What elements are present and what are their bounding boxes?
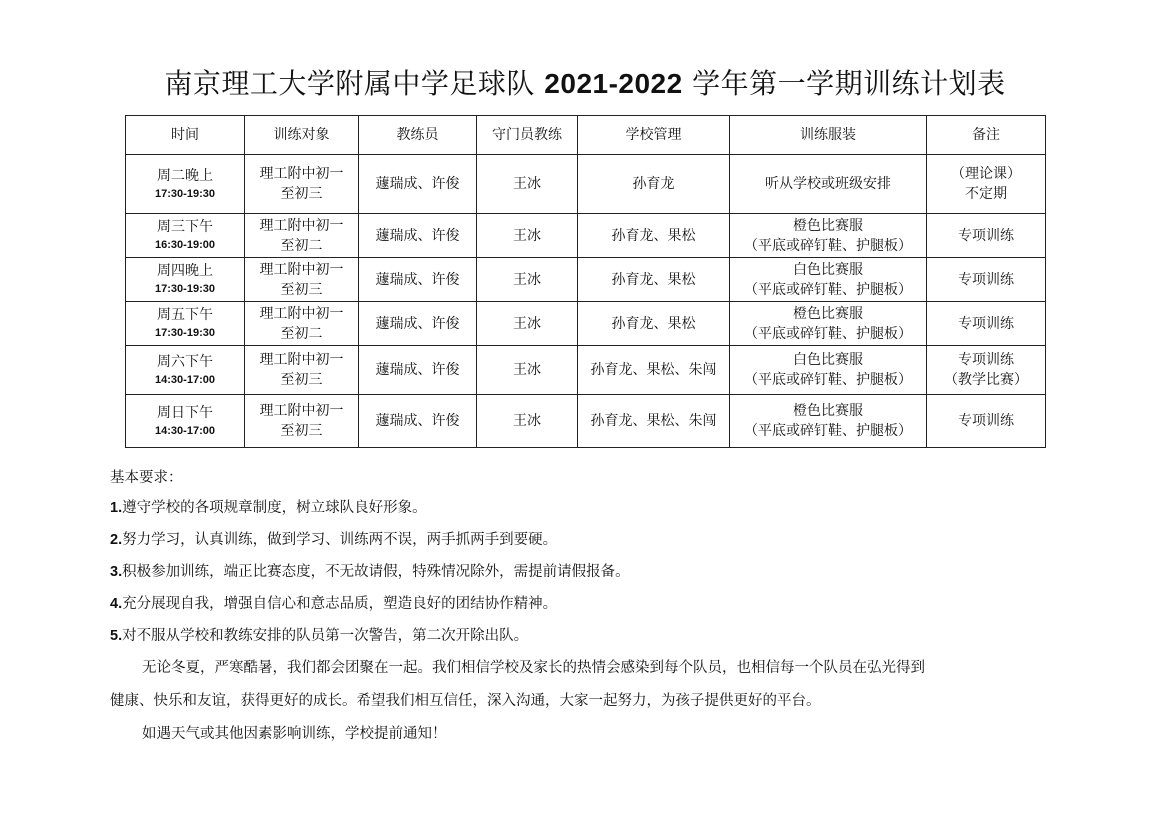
time-range: 16:30-19:00: [155, 239, 215, 251]
header-management: 学校管理: [578, 116, 730, 155]
cell-management: 孙育龙、果松: [578, 258, 730, 302]
target-line: 理工附中初一: [259, 403, 344, 419]
uniform-line: 听从学校或班级安排: [765, 176, 891, 192]
requirement-item: [110, 592, 1070, 624]
uniform-line: （平底或碎钉鞋、护腿板）: [744, 423, 912, 439]
cell-target: [245, 395, 359, 448]
cell-goalkeeper: 王冰: [477, 346, 578, 395]
requirement-number: 4.: [110, 596, 123, 612]
closing-paragraph-line1: 无论冬夏，严寒酷暑，我们都会团聚在一起。我们相信学校及家长的热情会感染到每个队员，也相信每一个队员在弘光得到: [142, 660, 925, 676]
table-row: [126, 302, 1046, 346]
cell-remark: [927, 346, 1046, 395]
cell-management: 孙育龙、果松: [578, 302, 730, 346]
uniform-line: （平底或碎钉鞋、护腿板）: [744, 237, 912, 254]
target-line: 至初三: [280, 423, 323, 439]
cell-coaches: 蘧瑞成、许俊: [359, 346, 477, 395]
day-label: 周四晚上: [157, 263, 213, 279]
weather-notice: 如遇天气或其他因素影响训练，学校提前通知！: [142, 726, 447, 742]
cell-time: [126, 346, 245, 395]
day-label: 周六下午: [157, 353, 213, 370]
cell-remark: [927, 155, 1046, 214]
remark-line: 专项训练: [958, 315, 1014, 332]
cell-time: [126, 395, 245, 448]
training-schedule-table: [125, 115, 1046, 448]
cell-coaches: 蘧瑞成、许俊: [359, 258, 477, 302]
target-line: 理工附中初一: [259, 352, 344, 368]
requirement-item: [110, 560, 1070, 592]
cell-target: [245, 258, 359, 302]
cell-time: [126, 302, 245, 346]
cell-management: 孙育龙、果松、朱闯: [578, 395, 730, 448]
target-line: 至初二: [280, 237, 323, 254]
target-line: 至初三: [280, 372, 323, 388]
target-line: 理工附中初一: [259, 217, 344, 234]
header-target: 训练对象: [245, 116, 359, 155]
target-line: 理工附中初一: [259, 305, 344, 322]
day-label: 周日下午: [157, 404, 213, 421]
requirement-number: 1.: [110, 500, 123, 516]
cell-uniform: [730, 395, 927, 448]
time-range: 17:30-19:30: [155, 327, 215, 339]
remark-line: （理论课）: [951, 166, 1021, 182]
cell-target: [245, 346, 359, 395]
cell-remark: [927, 214, 1046, 258]
cell-time: [126, 155, 245, 214]
header-uniform: 训练服装: [730, 116, 927, 155]
uniform-line: （平底或碎钉鞋、护腿板）: [744, 281, 912, 298]
cell-remark: [927, 302, 1046, 346]
cell-goalkeeper: 王冰: [477, 214, 578, 258]
requirement-number: 5.: [110, 628, 123, 644]
uniform-line: 橙色比赛服: [793, 217, 863, 234]
uniform-line: 白色比赛服: [793, 261, 863, 278]
cell-coaches: 蘧瑞成、许俊: [359, 302, 477, 346]
cell-uniform: [730, 214, 927, 258]
requirement-text: 努力学习，认真训练，做到学习、训练两不误，两手抓两手到要硬。: [122, 532, 558, 548]
remark-line: 专项训练: [958, 413, 1014, 429]
cell-management: 孙育龙、果松: [578, 214, 730, 258]
target-line: 至初三: [280, 186, 323, 202]
cell-target: [245, 155, 359, 214]
cell-coaches: 蘧瑞成、许俊: [359, 214, 477, 258]
requirement-number: 3.: [110, 564, 123, 580]
cell-time: [126, 214, 245, 258]
cell-time: [126, 258, 245, 302]
remark-line: 专项训练: [958, 352, 1014, 368]
table-header-row: [126, 116, 1046, 155]
cell-management: 孙育龙、果松、朱闯: [578, 346, 730, 395]
requirements-section: [110, 466, 1070, 754]
day-label: 周三下午: [157, 219, 213, 235]
cell-target: [245, 214, 359, 258]
uniform-line: 白色比赛服: [793, 352, 863, 368]
requirement-item: [110, 496, 1070, 528]
remark-line: 专项训练: [958, 271, 1014, 288]
cell-uniform: [730, 258, 927, 302]
requirement-text: 对不服从学校和教练安排的队员第一次警告，第二次开除出队。: [122, 628, 529, 644]
time-range: 17:30-19:30: [155, 187, 215, 200]
header-time: 时间: [126, 116, 245, 155]
time-range: 17:30-19:30: [155, 283, 215, 295]
requirement-text: 积极参加训练，端正比赛态度，不无故请假，特殊情况除外，需提前请假报备。: [122, 564, 630, 580]
table-row: [126, 395, 1046, 448]
uniform-line: （平底或碎钉鞋、护腿板）: [744, 372, 912, 388]
cell-goalkeeper: 王冰: [477, 302, 578, 346]
cell-goalkeeper: 王冰: [477, 395, 578, 448]
table-row: [126, 258, 1046, 302]
target-line: 理工附中初一: [259, 166, 344, 182]
table-row: [126, 155, 1046, 214]
requirement-item: [110, 624, 1070, 656]
remark-line: 专项训练: [958, 227, 1014, 244]
requirement-item: [110, 528, 1070, 560]
time-range: 14:30-17:00: [155, 373, 215, 386]
cell-uniform: [730, 346, 927, 395]
closing-paragraph-line2: 健康、快乐和友谊，获得更好的成长。希望我们相互信任，深入沟通，大家一起努力，为孩子提供更好的平台。: [110, 693, 821, 709]
uniform-line: （平底或碎钉鞋、护腿板）: [744, 325, 912, 342]
cell-remark: [927, 395, 1046, 448]
time-range: 14:30-17:00: [155, 424, 215, 437]
cell-remark: [927, 258, 1046, 302]
requirement-number: 2.: [110, 532, 123, 548]
header-remark: 备注: [927, 116, 1046, 155]
title-part2: 学年第一学期训练计划表: [692, 67, 1006, 100]
header-goalkeeper-coach: 守门员教练: [477, 116, 578, 155]
table-row: [126, 214, 1046, 258]
table-row: [126, 346, 1046, 395]
target-line: 至初三: [280, 281, 323, 298]
requirements-heading: 基本要求：: [110, 470, 183, 486]
cell-goalkeeper: 王冰: [477, 155, 578, 214]
cell-coaches: 蘧瑞成、许俊: [359, 155, 477, 214]
title-years: 2021-2022: [544, 68, 683, 99]
requirement-text: 遵守学校的各项规章制度，树立球队良好形象。: [122, 500, 427, 516]
cell-uniform: [730, 302, 927, 346]
remark-line: 不定期: [965, 186, 1007, 202]
target-line: 至初二: [280, 325, 323, 342]
header-coaches: 教练员: [359, 116, 477, 155]
cell-management: 孙育龙: [578, 155, 730, 214]
page-title: [0, 62, 1170, 102]
requirement-text: 充分展现自我，增强自信心和意志品质，塑造良好的团结协作精神。: [122, 596, 558, 612]
title-part1: 南京理工大学附属中学足球队: [164, 67, 535, 100]
day-label: 周二晚上: [157, 167, 213, 184]
cell-coaches: 蘧瑞成、许俊: [359, 395, 477, 448]
target-line: 理工附中初一: [259, 261, 344, 278]
uniform-line: 橙色比赛服: [793, 305, 863, 322]
day-label: 周五下午: [157, 307, 213, 323]
cell-goalkeeper: 王冰: [477, 258, 578, 302]
cell-uniform: [730, 155, 927, 214]
uniform-line: 橙色比赛服: [793, 403, 863, 419]
remark-line: （教学比赛）: [944, 372, 1028, 388]
cell-target: [245, 302, 359, 346]
